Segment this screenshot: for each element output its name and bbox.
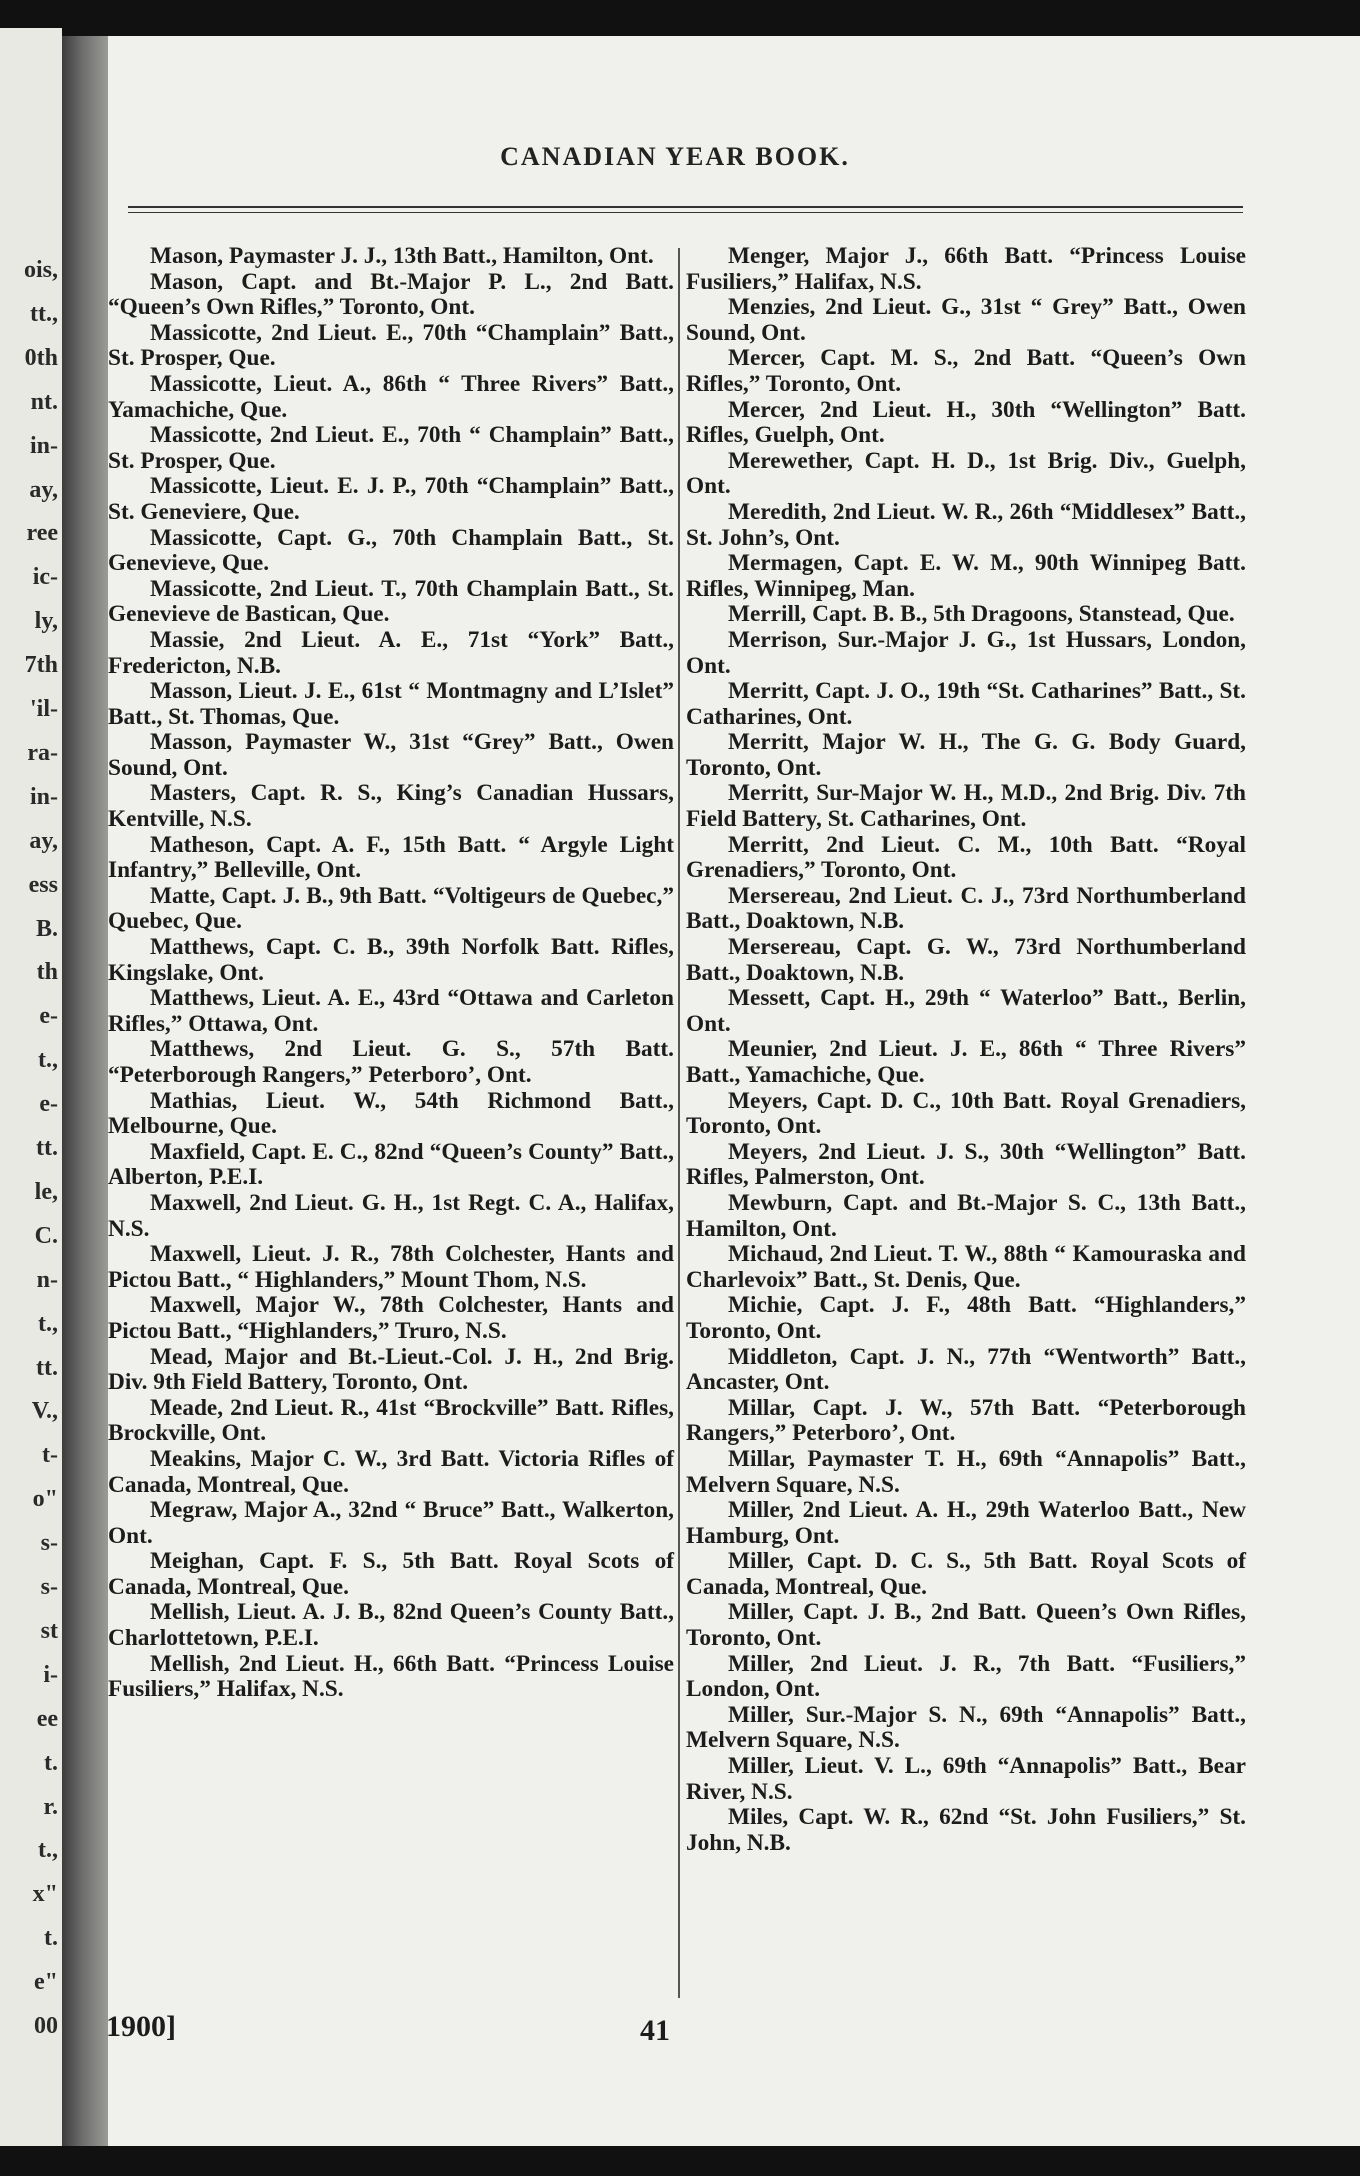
header-rule-top [128, 206, 1243, 208]
previous-page-fragment: n- [36, 1266, 58, 1293]
directory-entry: Middleton, Capt. J. N., 77th “Wentworth” Batt., Ancaster, Ont. [686, 1343, 1246, 1396]
previous-page-edge [0, 28, 62, 2164]
directory-entry: Maxwell, 2nd Lieut. G. H., 1st Regt. C. A., Halifax, N.S. [108, 1189, 674, 1242]
previous-page-fragment: r. [43, 1793, 58, 1820]
previous-page-fragment: e- [39, 1091, 58, 1118]
directory-entry: Matthews, 2nd Lieut. G. S., 57th Batt. “Peterborough Rangers,” Peterboro’, Ont. [108, 1036, 674, 1088]
directory-entry: Merrison, Sur.-Major J. G., 1st Hussars, London, Ont. [686, 626, 1246, 679]
directory-entry: Maxwell, Lieut. J. R., 78th Colchester, Hants and Pictou Batt., “ Highlanders,” Mount Thom, N.S. [108, 1241, 674, 1293]
previous-page-fragment: in- [29, 783, 58, 810]
directory-entry: Masson, Paymaster W., 31st “Grey” Batt., Owen Sound, Ont. [108, 729, 674, 781]
directory-entry: Matte, Capt. J. B., 9th Batt. “Voltigeurs de Quebec,” Quebec, Que. [108, 882, 674, 935]
page-number: 41 [640, 2014, 670, 2047]
directory-entry: Meyers, 2nd Lieut. J. S., 30th “Wellington” Batt. Rifles, Palmerston, Ont. [686, 1138, 1246, 1191]
directory-entry: Menger, Major J., 66th Batt. “Princess Louise Fusiliers,” Halifax, N.S. [686, 243, 1246, 295]
directory-entry: Matheson, Capt. A. F., 15th Batt. “ Argyle Light Infantry,” Belleville, Ont. [108, 831, 674, 884]
directory-entry: Meunier, 2nd Lieut. J. E., 86th “ Three Rivers” Batt., Yamachiche, Que. [686, 1036, 1246, 1088]
previous-page-fragment: B. [35, 915, 58, 942]
directory-entry: Maxfield, Capt. E. C., 82nd “Queen’s County” Batt., Alberton, P.E.I. [108, 1138, 674, 1191]
directory-entry: Merrill, Capt. B. B., 5th Dragoons, Stanstead, Que. [728, 601, 1235, 628]
directory-entry: Masson, Lieut. J. E., 61st “ Montmagny and L’Islet” Batt., St. Thomas, Que. [108, 678, 674, 730]
previous-page-fragment: t., [38, 1837, 58, 1864]
previous-page-fragment: nt. [30, 388, 58, 415]
directory-entry: Massie, 2nd Lieut. A. E., 71st “York” Batt., Fredericton, N.B. [108, 626, 674, 679]
previous-page-fragment: C. [34, 1222, 58, 1249]
previous-page-fragment: ay, [29, 827, 58, 854]
directory-entry: Mersereau, 2nd Lieut. C. J., 73rd Northumberland Batt., Doaktown, N.B. [686, 882, 1246, 935]
previous-page-fragment: x" [32, 1881, 58, 1908]
previous-page-fragment: 7th [24, 652, 58, 679]
directory-entry: Michie, Capt. J. F., 48th Batt. “Highlanders,” Toronto, Ont. [686, 1292, 1246, 1344]
directory-entry: Mead, Major and Bt.-Lieut.-Col. J. H., 2nd Brig. Div. 9th Field Battery, Toronto, Ont. [108, 1343, 674, 1396]
directory-entry: Merritt, Capt. J. O., 19th “St. Catharines” Batt., St. Catharines, Ont. [686, 678, 1246, 730]
previous-page-fragment: s- [40, 1530, 58, 1557]
previous-page-fragment: in- [29, 432, 58, 459]
scan-top-border [0, 0, 1360, 40]
directory-entry: Meyers, Capt. D. C., 10th Batt. Royal Grenadiers, Toronto, Ont. [686, 1087, 1246, 1140]
directory-entry: Mersereau, Capt. G. W., 73rd Northumberland Batt., Doaktown, N.B. [686, 934, 1246, 986]
directory-entry: Mercer, 2nd Lieut. H., 30th “Wellington” Batt. Rifles, Guelph, Ont. [686, 396, 1246, 449]
previous-page-fragment: ra- [27, 739, 58, 766]
directory-entry: Massicotte, Lieut. A., 86th “ Three Rivers” Batt., Yamachiche, Que. [108, 370, 674, 423]
directory-entry: Massicotte, 2nd Lieut. T., 70th Champlain Batt., St. Genevieve de Bastican, Que. [108, 575, 674, 628]
directory-entry: Miller, Capt. J. B., 2nd Batt. Queen’s Own Rifles, Toronto, Ont. [686, 1599, 1246, 1652]
directory-entry: Megraw, Major A., 32nd “ Bruce” Batt., Walkerton, Ont. [108, 1497, 674, 1549]
directory-entry: Merritt, 2nd Lieut. C. M., 10th Batt. “Royal Grenadiers,” Toronto, Ont. [686, 831, 1246, 884]
directory-entry: Miller, 2nd Lieut. J. R., 7th Batt. “Fusiliers,” London, Ont. [686, 1650, 1246, 1703]
previous-page-fragment: i- [43, 1661, 58, 1688]
directory-entry: Meredith, 2nd Lieut. W. R., 26th “Middlesex” Batt., St. John’s, Ont. [686, 498, 1246, 551]
previous-page-fragment: o" [32, 1486, 58, 1513]
directory-entry: Mercer, Capt. M. S., 2nd Batt. “Queen’s Own Rifles,” Toronto, Ont. [686, 345, 1246, 397]
directory-entry: Meakins, Major C. W., 3rd Batt. Victoria Rifles of Canada, Montreal, Que. [108, 1445, 674, 1498]
header-rule-bottom [128, 212, 1243, 213]
running-header: CANADIAN YEAR BOOK. [500, 142, 850, 171]
previous-page-fragment: t., [38, 1310, 58, 1337]
directory-entry: Mellish, Lieut. A. J. B., 82nd Queen’s County Batt., Charlottetown, P.E.I. [108, 1599, 674, 1652]
previous-page-fragment: t., [38, 1047, 58, 1074]
directory-entry: Mason, Paymaster J. J., 13th Batt., Hamilton, Ont. [150, 243, 654, 269]
directory-entry: Mermagen, Capt. E. W. M., 90th Winnipeg Batt. Rifles, Winnipeg, Man. [686, 550, 1246, 602]
previous-page-fragment: s- [40, 1574, 58, 1601]
left-column [108, 244, 674, 1703]
directory-entry: Miller, Sur.-Major S. N., 69th “Annapolis” Batt., Melvern Square, N.S. [686, 1701, 1246, 1754]
previous-page-fragment: th [36, 959, 58, 986]
previous-page-fragment: 00 [34, 2013, 58, 2040]
previous-page-fragment: ess [28, 871, 58, 898]
directory-entry: Matthews, Capt. C. B., 39th Norfolk Batt. Rifles, Kingslake, Ont. [108, 934, 674, 986]
directory-entry: Messett, Capt. H., 29th “ Waterloo” Batt., Berlin, Ont. [686, 985, 1246, 1037]
directory-entry: Masters, Capt. R. S., King’s Canadian Hussars, Kentville, N.S. [108, 780, 674, 833]
book-gutter [62, 36, 108, 2164]
previous-page-fragment: tt., [30, 300, 58, 327]
directory-entry: Matthews, Lieut. A. E., 43rd “Ottawa and Carleton Rifles,” Ottawa, Ont. [108, 985, 674, 1037]
directory-entry: Miles, Capt. W. R., 62nd “St. John Fusiliers,” St. John, N.B. [686, 1804, 1246, 1856]
directory-entry: Meighan, Capt. F. S., 5th Batt. Royal Scots of Canada, Montreal, Que. [108, 1548, 674, 1600]
directory-entry: Menzies, 2nd Lieut. G., 31st “ Grey” Batt., Owen Sound, Ont. [686, 294, 1246, 346]
directory-entry: Massicotte, Lieut. E. J. P., 70th “Champlain” Batt., St. Geneviere, Que. [108, 473, 674, 525]
directory-entry: Mellish, 2nd Lieut. H., 66th Batt. “Princess Louise Fusiliers,” Halifax, N.S. [108, 1650, 674, 1703]
directory-entry: Massicotte, Capt. G., 70th Champlain Batt., St. Genevieve, Que. [108, 524, 674, 577]
previous-page-fragment: e" [34, 1969, 58, 1996]
directory-entry: Merritt, Major W. H., The G. G. Body Guard, Toronto, Ont. [686, 729, 1246, 781]
directory-entry: Merewether, Capt. H. D., 1st Brig. Div., Guelph, Ont. [686, 447, 1246, 500]
previous-page-fragment: t- [42, 1442, 58, 1469]
directory-entry: Miller, Lieut. V. L., 69th “Annapolis” Batt., Bear River, N.S. [686, 1753, 1246, 1805]
directory-entry: Millar, Paymaster T. H., 69th “Annapolis” Batt., Melvern Square, N.S. [686, 1445, 1246, 1498]
directory-entry: Mason, Capt. and Bt.-Major P. L., 2nd Batt. “Queen’s Own Rifles,” Toronto, Ont. [108, 268, 674, 321]
right-column [686, 244, 1246, 1856]
directory-entry: Merritt, Sur-Major W. H., M.D., 2nd Brig. Div. 7th Field Battery, St. Catharines, Ont. [686, 780, 1246, 833]
previous-page-fragment: ree [26, 520, 58, 547]
directory-entry: Mewburn, Capt. and Bt.-Major S. C., 13th Batt., Hamilton, Ont. [686, 1189, 1246, 1242]
previous-page-fragment: t. [44, 1925, 58, 1952]
previous-page-fragment: e- [39, 1003, 58, 1030]
previous-page-fragment: ay, [29, 476, 58, 503]
directory-entry: Maxwell, Major W., 78th Colchester, Hants and Pictou Batt., “Highlanders,” Truro, N.S. [108, 1292, 674, 1344]
previous-page-fragment: st [40, 1617, 58, 1644]
directory-entry: Michaud, 2nd Lieut. T. W., 88th “ Kamouraska and Charlevoix” Batt., St. Denis, Que. [686, 1241, 1246, 1293]
directory-entry: Miller, Capt. D. C. S., 5th Batt. Royal Scots of Canada, Montreal, Que. [686, 1548, 1246, 1600]
previous-page-fragment: t. [44, 1749, 58, 1776]
previous-page-fragment: ic- [32, 564, 58, 591]
footer-year: 1900] [106, 2010, 176, 2043]
previous-page-fragment: tt. [36, 1135, 58, 1162]
previous-page-fragment: 0th [24, 344, 58, 371]
previous-page-fragment: V., [31, 1398, 58, 1425]
directory-entry: Massicotte, 2nd Lieut. E., 70th “Champlain” Batt., St. Prosper, Que. [108, 319, 674, 372]
previous-page-fragment: le, [34, 1178, 58, 1205]
directory-entry: Mathias, Lieut. W., 54th Richmond Batt., Melbourne, Que. [108, 1087, 674, 1140]
previous-page-fragment: tt. [36, 1354, 58, 1381]
directory-entry: Meade, 2nd Lieut. R., 41st “Brockville” Batt. Rifles, Brockville, Ont. [108, 1394, 674, 1447]
previous-page-fragment: ois, [23, 257, 58, 283]
directory-entry: Miller, 2nd Lieut. A. H., 29th Waterloo Batt., New Hamburg, Ont. [686, 1497, 1246, 1549]
directory-entry: Massicotte, 2nd Lieut. E., 70th “ Champlain” Batt., St. Prosper, Que. [108, 422, 674, 474]
column-divider [678, 248, 680, 1998]
previous-page-fragment: ly, [34, 608, 58, 635]
previous-page-fragment: 'il- [30, 696, 58, 723]
previous-page-fragment: ee [36, 1705, 58, 1732]
scan-bottom-border [0, 2146, 1360, 2176]
directory-entry: Millar, Capt. J. W., 57th Batt. “Peterborough Rangers,” Peterboro’, Ont. [686, 1394, 1246, 1447]
